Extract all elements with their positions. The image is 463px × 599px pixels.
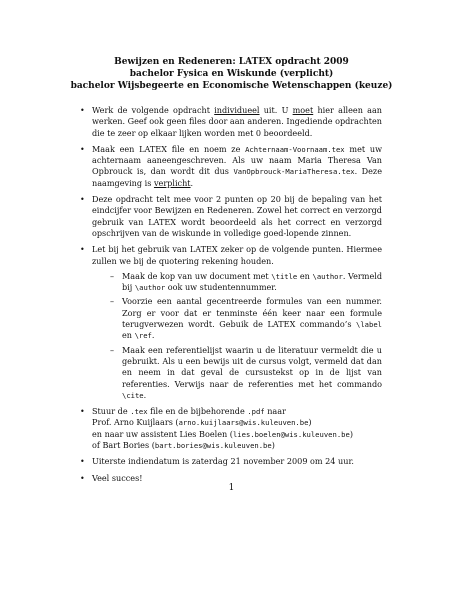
bullet-icon: • — [80, 195, 85, 205]
item-text: met uw achternaam aaneengeschreven. Als uw naam Maria Theresa Van Opbrouck is, dan wordt dit dus — [92, 143, 382, 177]
code-text: VanOpbrouck-MariaTheresa.tex — [233, 167, 355, 177]
item-text: . Vermeld bij — [122, 270, 382, 293]
underlined-text: moet — [292, 105, 314, 115]
list-item — [80, 194, 382, 239]
item-text: Maak een LATEX file en noem ze — [92, 143, 246, 154]
item-text: naar — [264, 406, 286, 417]
code-text: \ref — [134, 331, 152, 341]
item-text: . Deze naamgeving is — [92, 166, 382, 188]
email-address: lies.boelen@wis.kuleuven.be — [232, 429, 350, 439]
dash-icon: – — [110, 344, 115, 355]
contact-line — [92, 440, 382, 451]
item-text: en — [297, 270, 313, 281]
code-text: \label — [356, 320, 382, 330]
underlined-text: verplicht — [153, 177, 191, 188]
bullet-icon: • — [80, 245, 85, 255]
sub-list-item — [110, 270, 382, 294]
code-text: \author — [312, 271, 343, 281]
sub-list-item — [110, 296, 382, 341]
code-text: Achternaam-Voornaam.tex — [245, 144, 345, 154]
contact-line — [92, 429, 382, 440]
contact-line — [92, 417, 382, 428]
list-item — [80, 406, 382, 451]
item-text: uit. U — [259, 105, 293, 115]
item-text: file en de bijbehorende — [147, 406, 248, 417]
list-item — [80, 143, 382, 189]
item-text: . — [151, 330, 155, 341]
item-text: of Bart Bories ( — [92, 440, 155, 451]
item-text: Maak een referentielijst waarin u de literatuur vermeldt die u gebruikt. Als u een bewijs uit de cursus volgt, vermeld dat dan en neem in dat geval de cursustekst op in de lijst van referenties. Verwijs naar de referenties met het commando — [122, 344, 382, 389]
sub-list-item — [110, 344, 382, 401]
title-line-3: bachelor Wijsbegeerte en Economische Wetenschappen (keuze) — [70, 81, 393, 91]
item-text: Maak de kop van uw document met — [122, 270, 272, 281]
code-text: .pdf — [247, 407, 265, 417]
bullet-icon: • — [80, 457, 85, 467]
item-text: Let bij het gebruik van LATEX zeker op de volgende punten. Hiermee zullen we bij de quotering rekening houden. — [92, 244, 382, 266]
title-line-1: Bewijzen en Redeneren: LATEX opdracht 2009 — [114, 57, 349, 67]
code-text: \title — [271, 271, 298, 281]
title-line-2: bachelor Fysica en Wiskunde (verplicht) — [129, 69, 334, 79]
item-text: Prof. Arno Kuijlaars ( — [92, 417, 179, 428]
code-text: \cite — [122, 390, 144, 400]
dash-icon: – — [110, 296, 115, 307]
page-title — [50, 56, 413, 92]
sub-list — [92, 271, 382, 401]
contact-line — [92, 406, 382, 417]
underlined-text: individueel — [214, 105, 260, 115]
item-text: Veel succes! — [92, 472, 143, 483]
item-text: ) — [308, 417, 312, 428]
bullet-icon: • — [80, 407, 85, 417]
item-text: ) — [349, 428, 353, 439]
item-text: . — [143, 389, 147, 400]
list-item — [80, 105, 383, 139]
item-text: Voorzie een aantal gecentreerde formules van een nummer. Zorg er voor dat er tenminste één keer naar een formule terugverwezen wordt. Gebuik de LATEX commando’s — [122, 296, 382, 330]
item-text: hier alleen aan werken. Geef ook geen files door aan anderen. Ingediende opdrachten die te zeer op elkaar lijken worden met 0 beoordeeld. — [92, 105, 383, 138]
item-text: ook uw studentennummer. — [165, 282, 277, 293]
instruction-list — [80, 105, 383, 489]
item-text: en naar uw assistent Lies Boelen ( — [92, 428, 233, 439]
item-text: Uiterste indiendatum is zaterdag 21 november 2009 om 24 uur. — [92, 456, 355, 467]
bullet-icon: • — [80, 144, 85, 154]
dash-icon: – — [110, 270, 115, 281]
list-item — [80, 456, 382, 467]
item-text: Deze opdracht telt mee voor 2 punten op 20 bij de bepaling van het eindcijfer voor Bewijzen en Redeneren. Zowel het correct en verzorgd gebruik van LATEX wordt beoordeeld als het correct en verzorgd opschrijven van de wiskunde in volledige goed-lopende zinnen. — [92, 194, 382, 238]
item-text: ) — [271, 440, 275, 451]
email-address: bart.bories@wis.kuleuven.be — [154, 441, 272, 451]
item-text: Werk de volgende opdracht — [92, 105, 215, 115]
item-text: Stuur de — [92, 406, 131, 417]
bullet-icon: • — [80, 106, 85, 115]
item-text: . — [190, 177, 194, 188]
email-address: arno.kuijlaars@wis.kuleuven.be — [178, 418, 309, 428]
list-item — [80, 244, 382, 401]
page-number: 1 — [228, 483, 235, 493]
code-text: .tex — [130, 407, 148, 417]
code-text: \author — [134, 283, 166, 293]
item-text: en — [122, 330, 135, 341]
bullet-icon: • — [80, 473, 85, 483]
